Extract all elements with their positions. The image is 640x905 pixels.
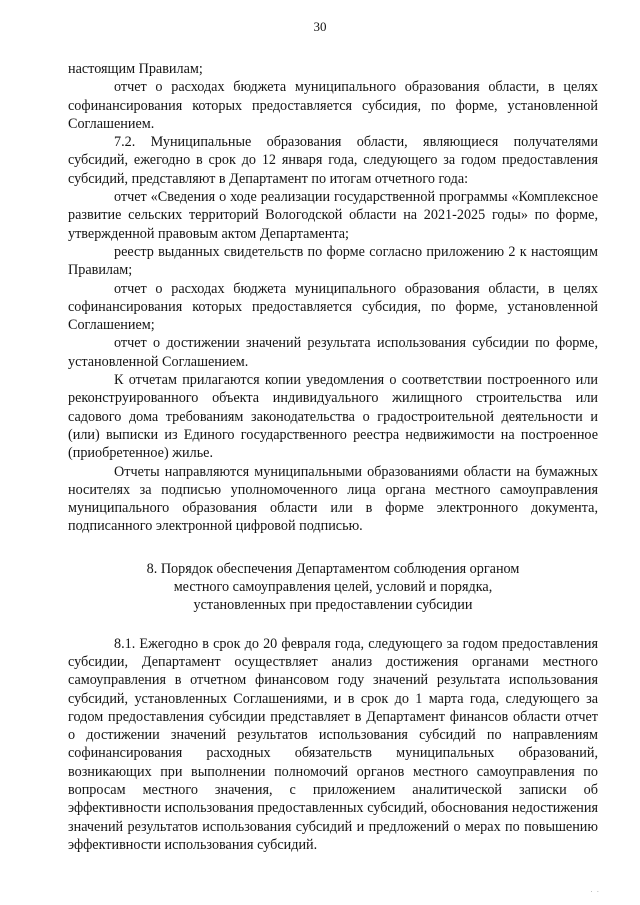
paragraphs-top (68, 60, 598, 536)
paragraphs-bottom (68, 635, 598, 855)
scan-mark: · · (590, 887, 600, 896)
section-heading-line-3: установленных при предоставлении субсидии (193, 597, 473, 614)
paragraph: реестр выданных свидетельств по форме согласно приложению 2 к настоящим Правилам; (68, 243, 598, 279)
paragraph: К отчетам прилагаются копии уведомления о соответствии построенного или реконструированного объекта индивидуального жилищного строительства или садового дома требованиям законодательства о градостроительной деятельности и (или) выписки из Единого государственного реестра недвижимости на построенное (приобретенное) жилье. (68, 372, 598, 462)
paragraph: отчет о достижении значений результата использования субсидии по форме, установленной Соглашением. (68, 335, 598, 370)
paragraph: 8.1. Ежегодно в срок до 20 февраля года, следующего за годом предоставления субсидии, Департамент осуществляет анализ достижения органами местного самоуправления в отчетном финансовом году значений результата использования субсидий, установленных Соглашениями, и в срок до 1 марта года, следующего за годом предоставления субсидии представляет в Департамент финансов области отчет о достижении значений результатов использования субсидий по направлениям софинансирования расходных обязательств муниципальных образований, возникающих при выполнении полномочий органов местного самоуправления по вопросам местного значения, с приложением аналитической записки об эффективности использования предоставленных субсидий, обоснования недостижения значений результатов использования субсидий и предложений о мерах по повышению эффективности использования субсидий. (68, 635, 598, 853)
section-heading-line-1: 8. Порядок обеспечения Департаментом соблюдения органом (146, 560, 520, 577)
section-heading-line-2: местного самоуправления целей, условий и порядка, (173, 579, 493, 596)
paragraph: отчет «Сведения о ходе реализации государственной программы «Комплексное развитие сельских территорий Вологодской области на 2021-2025 годы» по форме, утвержденной правовым актом Департамента; (68, 189, 598, 242)
paragraph: 7.2. Муниципальные образования области, являющиеся получателями субсидий, ежегодно в срок до 12 января года, следующего за годом предоставления субсидий, представляют в Департамент по итогам отчетного года: (68, 134, 598, 187)
page-number: 30 (313, 19, 327, 34)
section-heading (68, 560, 598, 615)
spacer (68, 615, 598, 635)
paragraph: Отчеты направляются муниципальными образованиями области на бумажных носителях за подписью уполномоченного лица органа местного самоуправления муниципального образования области или в форме электронного документа, подписанного электронной цифровой подписью. (68, 463, 598, 535)
paragraph: отчет о расходах бюджета муниципального образования области, в целях софинансирования которых предоставляется субсидия, по форме, установленной Соглашением; (68, 280, 598, 334)
paragraph: настоящим Правилам; (68, 61, 203, 77)
document-body (68, 60, 598, 854)
paragraph: отчет о расходах бюджета муниципального образования области, в целях софинансирования которых предоставляется субсидия, по форме, установленной Соглашением. (68, 79, 598, 132)
